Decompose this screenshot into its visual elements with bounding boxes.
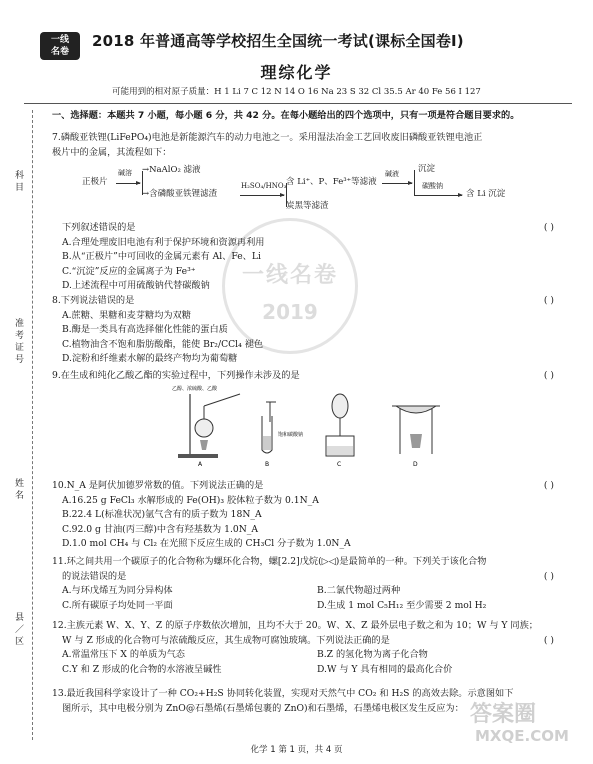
watermark-year: 2019 [262, 299, 318, 324]
q10-option-a: A.16.25 g FeCl₃ 水解形成的 Fe(OH)₃ 胶体粒子数为 0.1N_A [62, 494, 319, 506]
q12-line-1: 12.主族元素 W、X、Y、Z 的原子序数依次增加，且均不大于 20。W、X、Z 最外层电子数之和为 10；W 与 Y 同族； [52, 620, 538, 631]
q8-answer-blank: ( ) [543, 295, 554, 306]
apparatus-a-reagents: 乙醇、浓硫酸、乙酸 [172, 386, 218, 392]
q10-option-b: B.22.4 L(标准状况)氩气含有的质子数为 18N_A [62, 509, 262, 521]
flow-li-precipitate: 含 Li 沉淀 [466, 189, 506, 199]
subject-title: 理综化学 [260, 63, 333, 82]
q7-option-a: A.合理处理废旧电池有利于保护环境和资源再利用 [62, 236, 265, 248]
flow-alkali-2: 碱液 [385, 170, 399, 178]
q10-option-c: C.92.0 g 甘油(丙三醇)中含有羟基数为 1.0N_A [62, 523, 259, 535]
q7-option-d: D.上述流程中可用硫酸钠代替碳酸钠 [62, 280, 210, 292]
q12-answer-blank: ( ) [543, 634, 554, 646]
q12-option-d: D.W 与 Y 具有相同的最高化合价 [317, 663, 453, 675]
q12-option-b: B.Z 的氢化物为离子化合物 [317, 649, 428, 661]
flow-filtrate: 含 Li⁺、P、Fe³⁺等滤液 [286, 177, 377, 187]
apparatus-a [172, 385, 240, 468]
section-heading [52, 110, 572, 125]
apparatus-c [326, 394, 354, 468]
q11-line-1: 11.环之间共用一个碳原子的化合物称为螺环化合物，螺[2.2]戊烷(▷◁)是最简单的一种。下列关于该化合物 [52, 556, 487, 567]
side-label-county: 县／区 [13, 612, 23, 648]
apparatus-b [262, 402, 303, 468]
question-7 [52, 132, 572, 161]
flow-precipitate: 沉淀 [418, 164, 436, 174]
section-instructions: 本题共 7 小题，每小题 6 分，共 42 分。在每小题给出的四个选项中，只有一项是符合题目要求的。 [107, 110, 520, 121]
q7-options [52, 222, 572, 295]
flow-acid: H₂SO₄/HNO₃ [241, 182, 287, 190]
flow-arrow-1 [116, 183, 140, 184]
section-lead: 一、选择题： [52, 110, 108, 121]
flow-start: 正极片 [82, 177, 108, 187]
flow-residue: →含磷酸亚铁锂滤渣 [142, 189, 218, 199]
apparatus-b-reagent: 饱和碳酸钠 [278, 432, 304, 438]
watermark-text: 一线名卷 [241, 263, 338, 288]
q11-option-a: A.与环戊烯互为同分异构体 [62, 585, 173, 597]
exam-title: 2018 年普通高等学校招生全国统一考试(课标全国卷Ⅰ) [92, 32, 464, 50]
q8-option-d: D.淀粉和纤维素水解的最终产物均为葡萄糖 [62, 353, 238, 365]
q10-answer-blank: ( ) [543, 480, 554, 491]
question-11 [52, 556, 572, 614]
corner-watermark-logo: 答案圈 [470, 702, 537, 727]
q12-line-2: W 与 Z 形成的化合物可与浓硫酸反应，其生成物可腐蚀玻璃。下列说法正确的是 [62, 634, 390, 646]
q12-option-c: C.Y 和 Z 形成的化合物的水溶液呈碱性 [62, 663, 222, 675]
flow-arrow-4 [414, 195, 462, 196]
flow-na2co3: 碳酸钠 [422, 182, 443, 190]
side-label-subject: 科目 [13, 170, 23, 194]
page-footer: 化学 1 第 1 页，共 4 页 [250, 745, 343, 755]
process-flowchart [82, 164, 532, 218]
q7-line-1: 7.磷酸亚铁锂(LiFePO₄)电池是新能源汽车的动力电池之一。采用湿法冶金工艺回收废旧磷酸亚铁锂电池正 [52, 132, 483, 143]
flow-alkali-1: 碱溶 [118, 169, 132, 177]
side-label-exam-number: 准考证号 [13, 318, 23, 366]
binding-line [32, 110, 33, 740]
q7-option-c: C.“沉淀”反应的金属离子为 Fe³⁺ [62, 265, 196, 277]
q13-line-1: 13.最近我国科学家设计了一种 CO₂+H₂S 协同转化装置，实现对天然气中 CO₂ 和 H₂S 的高效去除。示意图如下 [52, 688, 514, 699]
question-10 [52, 480, 572, 553]
q10-option-d: D.1.0 mol CH₄ 与 Cl₂ 在光照下反应生成的 CH₃Cl 分子数为 1.0N_A [62, 538, 351, 550]
q13-line-2: 图所示，其中电极分别为 ZnO@石墨烯(石墨烯包裹的 ZnO)和石墨烯，石墨烯电极区发生反应为： [62, 702, 464, 714]
q9-answer-blank: ( ) [543, 370, 554, 381]
q8-option-a: A.蔗糖、果糖和麦芽糖均为双糖 [62, 309, 191, 321]
q11-answer-blank: ( ) [543, 570, 554, 582]
apparatus-d [392, 406, 440, 468]
flow-arrow-2 [240, 195, 284, 196]
q10-stem: 10.N_A 是阿伏加德罗常数的值。下列说法正确的是 [52, 480, 264, 491]
lab-apparatus-figure [170, 384, 450, 468]
q11-option-c: C.所有碳原子均处同一平面 [62, 599, 173, 611]
q8-option-c: C.植物油含不饱和脂肪酸酯，能使 Br₂/CCl₄ 褪色 [62, 338, 264, 350]
q9-stem: 9.在生成和纯化乙酸乙酯的实验过程中，下列操作未涉及的是 [52, 370, 300, 381]
flow-naalo2: →NaAlO₂ 滤液 [142, 165, 201, 175]
q7-option-b: B.从“正极片”中可回收的金属元素有 Al、Fe、Li [62, 251, 261, 263]
apparatus-d-label: D [413, 461, 418, 468]
flow-branch-3 [414, 170, 415, 196]
flow-carbon: 炭黑等滤渣 [286, 201, 329, 211]
logo-line-1: 一线 [50, 35, 69, 45]
q7-stem: 下列叙述错误的是 [62, 222, 136, 233]
q11-option-d: D.生成 1 mol C₅H₁₂ 至少需要 2 mol H₂ [317, 599, 487, 611]
header-divider [24, 103, 572, 104]
q12-option-a: A.常温常压下 X 的单质为气态 [62, 649, 185, 661]
q11-line-2: 的说法错误的是 [62, 570, 127, 582]
question-12 [52, 620, 572, 678]
brand-logo [40, 32, 80, 60]
question-8 [52, 295, 572, 368]
logo-line-2: 名卷 [50, 47, 69, 57]
q8-option-b: B.酶是一类具有高选择催化性能的蛋白质 [62, 324, 228, 336]
flow-arrow-3 [382, 183, 412, 184]
corner-watermark-url: MXQE.COM [475, 727, 569, 745]
question-9 [52, 370, 572, 385]
q8-stem: 8.下列说法错误的是 [52, 295, 135, 306]
q7-line-2: 极片中的金属，其流程如下： [52, 146, 172, 158]
q11-option-b: B.二氯代物超过两种 [317, 585, 401, 597]
side-label-name: 姓名 [13, 478, 23, 502]
relative-atomic-masses: 可能用到的相对原子质量：H 1 Li 7 C 12 N 14 O 16 Na 23 S 32 Cl 35.5 Ar 40 Fe 56 I 127 [112, 87, 481, 97]
apparatus-a-label: A [198, 461, 203, 468]
apparatus-c-label: C [337, 461, 342, 468]
apparatus-b-label: B [265, 461, 270, 468]
q7-answer-blank: ( ) [543, 222, 554, 233]
